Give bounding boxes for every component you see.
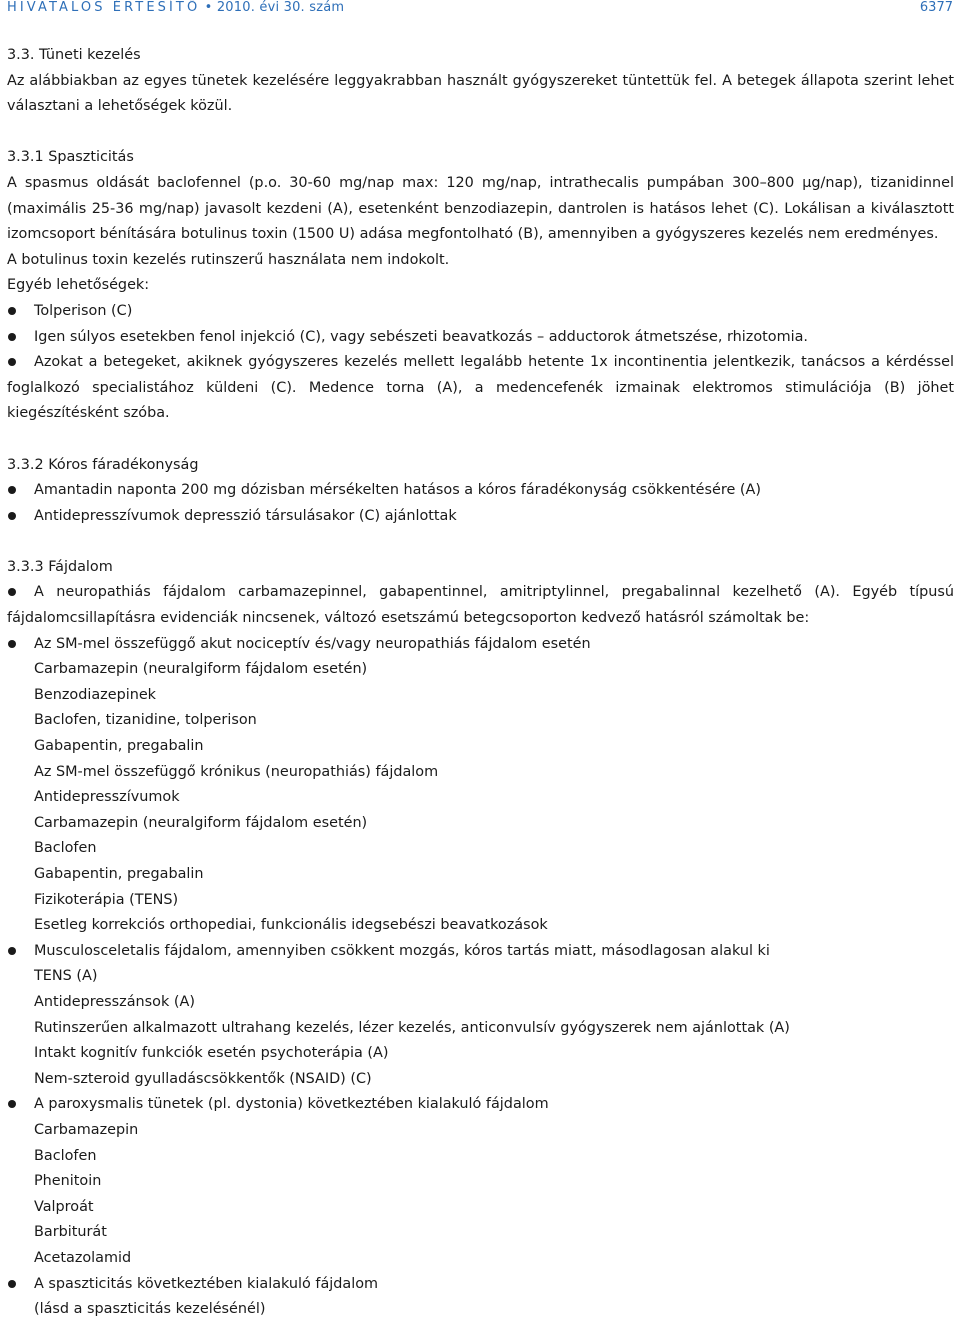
sub-item: Fizikoterápia (TENS) — [34, 891, 179, 908]
section-3-3-1-title: 3.3.1 Spaszticitás — [7, 149, 134, 166]
list-item: Amantadin naponta 200 mg dózisban mérsékelten hatásos a kóros fáradékonyság csökkentésére (A) — [7, 478, 954, 504]
sub-item: Esetleg korrekciós orthopediai, funkcionális idegsebészi beavatkozások — [34, 917, 548, 934]
section-3-3-intro: Az alábbiakban az egyes tünetek kezelésére leggyakrabban használt gyógyszereket tüntettük fel. A betegek állapota szerint lehet választani a lehetőségek közül. — [7, 72, 954, 115]
spacer — [7, 120, 954, 146]
journal-title — [7, 0, 344, 16]
list-item: A paroxysmalis tünetek (pl. dystonia) következtében kialakuló fájdalom — [7, 1092, 954, 1118]
sub-item: Intakt kognitív funkciók esetén psychoterápia (A) — [34, 1045, 389, 1062]
sub-item: TENS (A) — [34, 968, 98, 985]
document-body — [7, 43, 954, 1323]
other-options-label: Egyéb lehetőségek: — [7, 277, 150, 294]
sub-item: Carbamazepin (neuralgiform fájdalom esetén) — [34, 814, 368, 831]
list-item-text: A neuropathiás fájdalom carbamazepinnel, gabapentinnel, amitriptylinnel, pregabalinnal kezelhető (A). Egyéb típusú fájdalomcsillapításra evidenciák nincsenek, változó esetszámú betegcsoporton kedvező hatásról számoltak be: — [7, 584, 954, 627]
list-item-incontinentia — [7, 350, 954, 427]
list-item: Tolperison (C) — [7, 299, 954, 325]
sub-item: Baclofen — [34, 840, 97, 857]
list-item: A spaszticitás következtében kialakuló fájdalom — [7, 1272, 954, 1298]
sub-item: (lásd a spaszticitás kezelésénél) — [34, 1301, 266, 1318]
page-header — [7, 0, 953, 16]
list-item-text: Azokat a betegeket, akiknek gyógyszeres kezelés mellett legalább hetente 1x incontinentia jelentkezik, tanácsos a kérdéssel foglalkozó specialistához küldeni (C). Medence torna (A), a medencefenék izmainak elektromos stimulációja (B) jöhet kiegészítésként szóba. — [7, 354, 954, 422]
sub-item: Baclofen — [34, 1147, 97, 1164]
spasticity-paragraph: A spasmus oldását baclofennel (p.o. 30-60 mg/nap max: 120 mg/nap, intrathecalis pumpában 300–800 µg/nap), tizanidinnel (maximális 25-36 mg/nap) javasolt kezdeni (A), esetenként benzodiazepin, dantrolen is hatásos lehet (C). Lokálisan a kiválasztott izomcsoport bénítására botulinus toxin (1500 U) adása megfontolható (B), amennyiben a gyógyszeres kezelés nem eredményes. — [7, 174, 954, 243]
journal-name: HIVATALOS ÉRTESÍTŐ — [7, 0, 201, 15]
list-item: Antidepresszívumok depresszió társulásakor (C) ajánlottak — [7, 504, 954, 530]
page-number: 6377 — [919, 0, 953, 15]
section-3-3-2-title: 3.3.2 Kóros fáradékonyság — [7, 456, 199, 473]
list-item: Igen súlyos esetekben fenol injekció (C), vagy sebészeti beavatkozás – adductorok átmetszése, rhizotomia. — [7, 325, 954, 351]
sub-item: Antidepresszánsok (A) — [34, 993, 195, 1010]
sub-item: Carbamazepin (neuralgiform fájdalom esetén) — [34, 661, 368, 678]
botulinus-paragraph: A botulinus toxin kezelés rutinszerű használata nem indokolt. — [7, 251, 450, 268]
spacer — [7, 529, 954, 555]
sub-item: Nem-szteroid gyulladáscsökkentők (NSAID) (C) — [34, 1070, 372, 1087]
sub-item: Az SM-mel összefüggő krónikus (neuropathiás) fájdalom — [34, 763, 439, 780]
sub-item: Acetazolamid — [34, 1249, 132, 1266]
sub-item: Barbiturát — [34, 1224, 107, 1241]
sub-item: Valproát — [34, 1198, 94, 1215]
sub-item: Rutinszerűen alkalmazott ultrahang kezelés, lézer kezelés, anticonvulsív gyógyszerek nem ajánlottak (A) — [34, 1019, 790, 1036]
section-3-3-title: 3.3. Tüneti kezelés — [7, 47, 141, 63]
sub-item: Antidepresszívumok — [34, 789, 180, 806]
list-item: Musculosceletalis fájdalom, amennyiben csökkent mozgás, kóros tartás miatt, másodlagosan alakul ki — [7, 939, 954, 965]
sub-item: Baclofen, tizanidine, tolperison — [34, 712, 257, 729]
sub-item: Gabapentin, pregabalin — [34, 738, 204, 755]
list-item-neuropathic — [7, 580, 954, 631]
sub-item: Gabapentin, pregabalin — [34, 866, 204, 882]
spacer — [7, 427, 954, 453]
journal-issue: • 2010. évi 30. szám — [200, 0, 345, 15]
sub-item: Phenitoin — [34, 1173, 102, 1190]
sub-item: Carbamazepin — [34, 1121, 139, 1138]
section-3-3-3-title: 3.3.3 Fájdalom — [7, 558, 113, 575]
sub-item: Benzodiazepinek — [34, 686, 157, 703]
list-item: Az SM-mel összefüggő akut nociceptív és/vagy neuropathiás fájdalom esetén — [7, 632, 954, 658]
